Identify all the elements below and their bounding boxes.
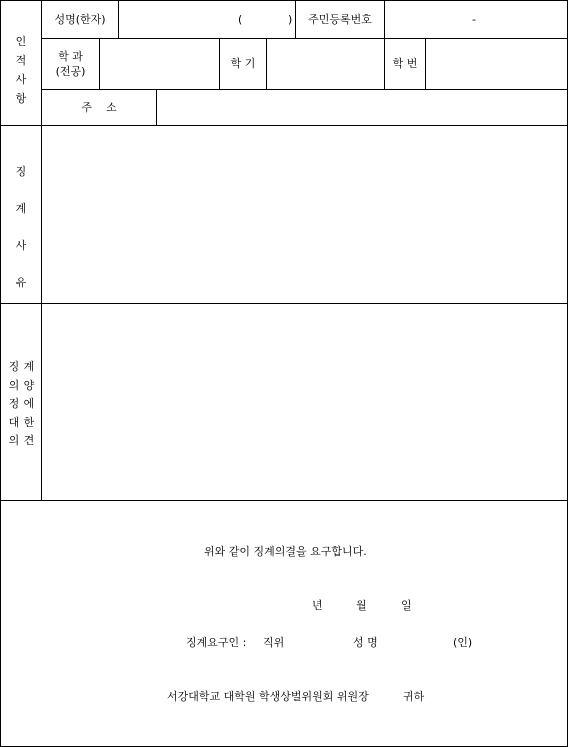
student-number-label: 학 번 [392,57,418,70]
disciplinary-opinion-field[interactable] [42,304,567,500]
disciplinary-reason-field[interactable] [42,126,567,303]
requester-name-label: 성 명 [353,636,378,649]
requester-position-label: 직위 [263,636,285,649]
resident-number-field[interactable] [385,1,567,38]
opinion-label-left-column: 징 의 정 대 의 [8,360,20,447]
resident-number-label: 주민등록번호 [308,13,372,26]
department-field[interactable] [100,39,219,89]
requester-label: 징계요구인 : [186,636,247,649]
name-hanja-label: 성명(한자) [54,13,106,26]
disciplinary-reason-label: 징 계 사 유 [15,165,27,289]
request-statement: 위와 같이 징계의결을 요구합니다. [204,545,367,558]
semester-label: 학 기 [230,57,256,70]
row-divider [1,500,567,501]
resident-number-dash: - [472,13,476,26]
address-field[interactable] [157,90,567,125]
name-field[interactable] [119,1,295,38]
semester-field[interactable] [267,39,384,89]
date-day-label: 일 [401,599,412,612]
seal-mark: (인) [453,636,473,649]
addressee: 서강대학교 대학원 학생상벌위원회 위원장 [167,690,369,703]
hanja-open-paren: ( [238,13,243,26]
hanja-close-paren: ) [288,13,293,26]
date-year-label: 년 [312,599,323,612]
opinion-label-right-column: 계 양 에 한 견 [23,360,35,447]
address-label: 주 소 [81,101,117,114]
date-month-label: 월 [356,599,367,612]
student-number-field[interactable] [426,39,567,89]
personal-info-label: 인 적 사 항 [15,35,27,105]
department-label: 학 과 (전공) [55,50,86,78]
honorific: 귀하 [403,690,425,703]
